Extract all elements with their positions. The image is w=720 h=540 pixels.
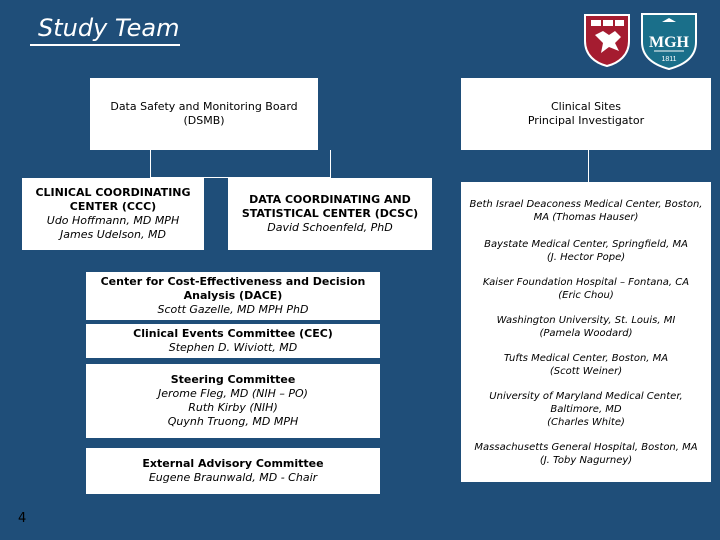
site-item (497, 314, 676, 340)
connector-sites-down (588, 150, 589, 182)
dcsc-title-line2: STATISTICAL CENTER (DCSC) (241, 207, 419, 220)
site-pi: (J. Toby Nagurney) (539, 455, 633, 466)
site-pi: (Pamela Woodard) (539, 328, 633, 339)
site-name: Beth Israel Deaconess Medical Center, Boston, (469, 199, 703, 210)
title-underline (30, 44, 180, 46)
ccc-person-2: James Udelson, MD (60, 228, 166, 241)
site-item (489, 390, 682, 429)
ccc-box (22, 178, 204, 250)
clinical-sites-list (461, 182, 711, 482)
steering-committee-box (86, 364, 380, 438)
site-item (483, 276, 689, 302)
clinical-sites-subtitle: Principal Investigator (527, 114, 645, 127)
site-pi: (Charles White) (547, 417, 625, 428)
mgh-logo-year: 1811 (661, 56, 677, 63)
dace-box (86, 272, 380, 320)
dcsc-person-1: David Schoenfeld, PhD (267, 221, 393, 234)
connector-dsmb-down (150, 150, 151, 178)
steering-person-1: Jerome Fleg, MD (NIH – PO) (158, 387, 308, 400)
site-pi: (Scott Weiner) (549, 366, 623, 377)
clinical-sites-title: Clinical Sites (550, 100, 621, 113)
advisory-person-1: Eugene Braunwald, MD - Chair (148, 471, 318, 484)
site-name: Kaiser Foundation Hospital – Fontana, CA (482, 277, 690, 288)
site-name: Baystate Medical Center, Springfield, MA (484, 239, 688, 250)
page-number: 4 (18, 511, 27, 526)
cec-person-1: Stephen D. Wiviott, MD (168, 341, 298, 354)
site-name: Tufts Medical Center, Boston, MA (503, 353, 669, 364)
steering-person-3: Quynh Truong, MD MPH (167, 415, 299, 428)
connector-dcsc-down (330, 150, 331, 178)
steering-person-2: Ruth Kirby (NIH) (188, 401, 278, 414)
dsmb-abbrev: (DSMB) (183, 114, 225, 127)
site-name: Massachusetts General Hospital, Boston, MA (474, 442, 698, 453)
site-item (474, 441, 697, 467)
site-item (470, 198, 703, 224)
dcsc-title-line1: DATA COORDINATING AND (249, 193, 411, 206)
advisory-committee-box (86, 448, 380, 494)
cec-title: Clinical Events Committee (CEC) (133, 327, 333, 340)
ccc-title-line2: CENTER (CCC) (69, 200, 157, 213)
site-pi: (Eric Chou) (558, 290, 614, 301)
clinical-sites-header-box (461, 78, 711, 150)
ccc-person-1: Udo Hoffmann, MD MPH (46, 214, 180, 227)
cec-box (86, 324, 380, 358)
dsmb-title: Data Safety and Monitoring Board (110, 100, 298, 113)
dace-person-1: Scott Gazelle, MD MPH PhD (157, 303, 309, 316)
ccc-title-line1: CLINICAL COORDINATING (35, 186, 191, 199)
site-item (504, 352, 668, 378)
dace-title-line2: Analysis (DACE) (183, 289, 283, 302)
harvard-shield-logo (583, 13, 631, 67)
site-location: Baltimore, MD (550, 404, 622, 415)
mgh-logo-text: MGH (649, 34, 689, 51)
dace-title-line1: Center for Cost-Effectiveness and Decision (100, 275, 366, 288)
site-pi: (J. Hector Pope) (546, 252, 626, 263)
dcsc-box (228, 178, 432, 250)
steering-title: Steering Committee (170, 373, 296, 386)
advisory-title: External Advisory Committee (142, 457, 324, 470)
slide-title: Study Team (38, 14, 180, 42)
dsmb-box (90, 78, 318, 150)
mgh-shield-logo (640, 12, 698, 70)
site-item (484, 238, 688, 264)
site-name: University of Maryland Medical Center, (489, 391, 683, 402)
site-name: Washington University, St. Louis, MI (496, 315, 676, 326)
site-pi: MA (Thomas Hauser) (533, 212, 639, 223)
